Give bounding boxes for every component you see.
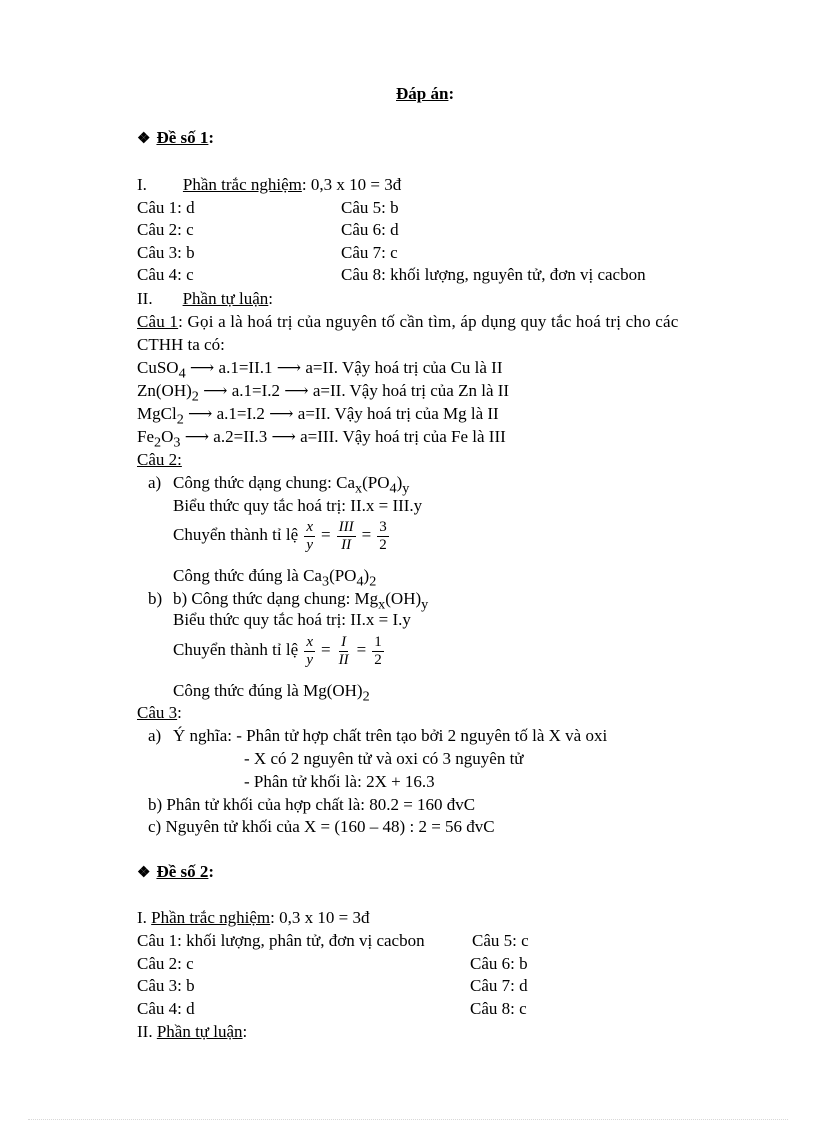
de1-cau2a-general: Công thức dạng chung: $Ca_x(PO_4)_y$ [173,473,410,497]
de1-cau3b: b) Phân tử khối của hợp chất là: 80.2 = 160 đvC [148,795,476,814]
de1-cau2b-ratio: Chuyển thành tỉ lệ $\frac{x}{y}$ = $\frac{I}{II}$ = $\frac{1}{2}$ [173,633,382,668]
de1-cau1-line-cuso4: CuSO$_4$ ⟶ a.1=II.1 ⟶ a=II. Vậy hoá trị của Cu là II [137,358,503,382]
fraction-1-2: $\frac{1}{2}$ [374,633,382,668]
page-title: Đáp án: [396,84,455,103]
de2-section1-heading: I. Phần trắc nghiệm: 0,3 x 10 = 3đ [137,908,370,927]
de1-cau1-intro-cont: CTHH ta có: [137,335,225,354]
de1-cau2a-rule: Biểu thức quy tắc hoá trị: II.x = III.y [173,496,423,515]
fraction-i-ii: $\frac{I}{II}$ [338,633,349,668]
de1-cau2b-marker: b) [148,589,163,608]
de1-cau3a-line2: - X có 2 nguyên tử và oxi có 3 nguyên tử [244,749,524,768]
de1-section1-heading: I. Phần trắc nghiệm: 0,3 x 10 = 3đ [137,175,402,194]
de1-cau2a-result: Công thức đúng là $Ca_3(PO_4)_2$ [173,566,377,590]
fraction-iii-ii: $\frac{\text{III}}{II}$ [338,518,354,553]
de1-answer-6: Câu 6: d [341,220,399,239]
de1-section2-heading: II. Phần tự luận: [137,289,274,308]
de2-answer-2: Câu 2: c [137,954,194,973]
de2-answer-4: Câu 4: d [137,999,195,1018]
de1-answer-8: Câu 8: khối lượng, nguyên tử, đơn vị cacbon [341,265,646,284]
de2-answer-5: Câu 5: c [472,931,529,950]
de2-section2-heading: II. Phần tự luận: [137,1022,248,1041]
fraction-x-y: $\frac{x}{y}$ [306,518,314,553]
de1-cau3a-marker: a) [148,726,162,745]
de1-cau2b-rule: Biểu thức quy tắc hoá trị: II.x = I.y [173,610,411,629]
page-bottom-divider [28,1119,788,1120]
de2-answer-1: Câu 1: khối lượng, phân tử, đơn vị cacbon [137,931,425,950]
de1-cau3-label: Câu 3: [137,703,182,722]
de1-cau2a-marker: a) [148,473,162,492]
de1-answer-2: Câu 2: c [137,220,194,239]
de1-cau3a-line3: - Phân tử khối là: 2X + 16.3 [244,772,435,791]
diamond-bullet-icon: ❖ [137,865,151,881]
de1-cau2-label: Câu 2: [137,450,182,469]
de1-cau3c: c) Nguyên tử khối của X = (160 – 48) : 2 = 56 đvC [148,817,495,836]
de1-cau3a-line1: Ý nghĩa: - Phân tử hợp chất trên tạo bởi 2 nguyên tố là X và oxi [173,726,608,745]
fraction-3-2: $\frac{3}{2}$ [379,518,387,553]
de1-answer-3: Câu 3: b [137,243,195,262]
de1-answer-5: Câu 5: b [341,198,399,217]
de1-answer-1: Câu 1: d [137,198,195,217]
de1-heading: ❖ Đề số 1: [137,128,215,147]
de1-answer-7: Câu 7: c [341,243,398,262]
de2-answer-8: Câu 8: c [470,999,527,1018]
de1-cau2b-general: b) Công thức dạng chung: $Mg_x(OH)_y$ [173,589,429,613]
de1-cau1-line-znoh2: $Zn(OH)_2$ ⟶ a.1=I.2 ⟶ a=II. Vậy hoá trị của Zn là II [137,381,510,405]
de2-answer-3: Câu 3: b [137,976,195,995]
de1-cau2b-result: Công thức đúng là $Mg(OH)_2$ [173,681,370,705]
de2-answer-7: Câu 7: d [470,976,528,995]
de2-heading: ❖ Đề số 2: [137,862,215,881]
de1-cau1-intro: Câu 1: Gọi a là hoá trị của nguyên tố cần tìm, áp dụng quy tắc hoá trị cho các [137,312,679,331]
diamond-bullet-icon: ❖ [137,131,151,147]
fraction-x-y-b: $\frac{x}{y}$ [306,633,314,668]
de1-cau1-line-fe2o3: $Fe_2O_3$ ⟶ a.2=II.3 ⟶ a=III. Vậy hoá trị của Fe là III [137,427,506,451]
de1-answer-4: Câu 4: c [137,265,194,284]
de1-cau1-line-mgcl2: MgCl$_2$ ⟶ a.1=I.2 ⟶ a=II. Vậy hoá trị của Mg là II [137,404,499,428]
de1-cau2a-ratio: Chuyển thành tỉ lệ $\frac{x}{y}$ = $\frac{\text{III}}{II}$ = $\frac{3}{2}$ [173,518,387,553]
de2-answer-6: Câu 6: b [470,954,528,973]
